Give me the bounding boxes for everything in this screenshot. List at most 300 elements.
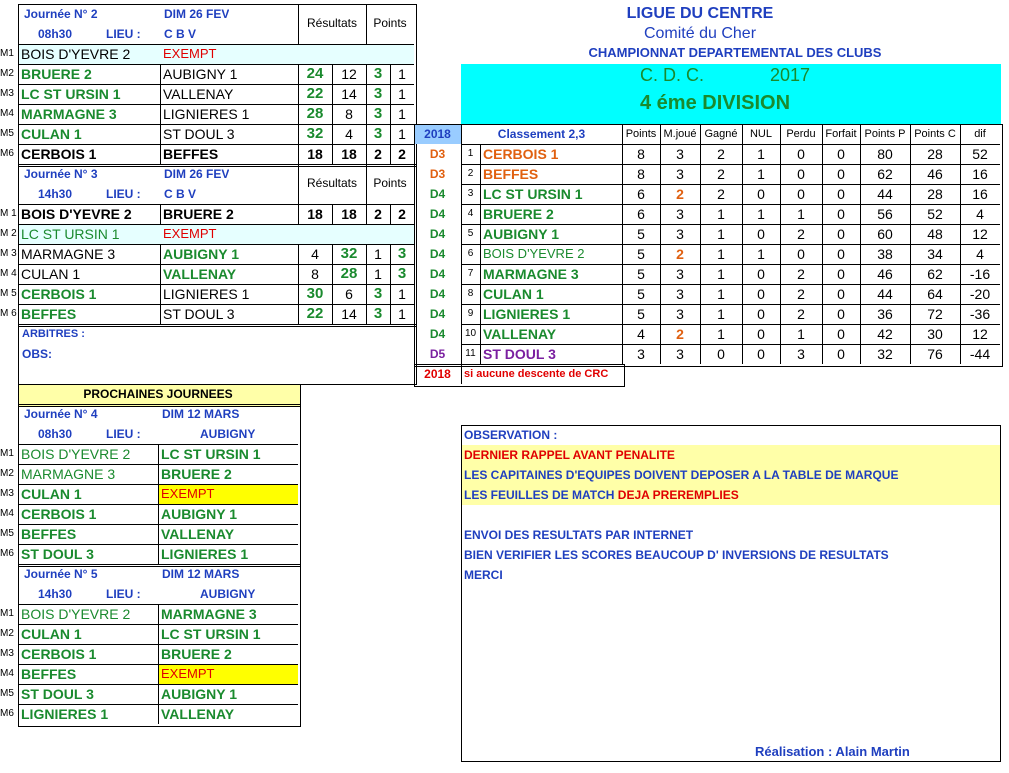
standings-value: 5 (637, 266, 645, 282)
standings-col-header: dif (974, 128, 986, 140)
team-home: CULAN 1 (21, 626, 82, 642)
standings-value: 0 (837, 346, 845, 362)
points-home: 2 (374, 206, 382, 222)
points-header: Points (373, 176, 407, 190)
standings-team: CERBOIS 1 (483, 146, 559, 162)
team-away: ST DOUL 3 (163, 126, 235, 142)
standings-col-header: M.joué (663, 128, 697, 140)
standings-value: 0 (757, 266, 765, 282)
journee-number: Journée N° 3 (24, 167, 98, 181)
rank: 1 (467, 148, 474, 159)
team-home: MARMAGNE 3 (21, 246, 116, 262)
team-away: VALLENAY (161, 706, 235, 722)
points-header: Points (373, 16, 407, 30)
points-home: 3 (373, 105, 383, 122)
division-tag: D5 (429, 347, 446, 361)
standings-value: 0 (757, 346, 765, 362)
team-away: AUBIGNY 1 (161, 686, 237, 702)
division-title: 4 éme DIVISION (640, 92, 791, 114)
standings-value: 52 (972, 146, 988, 162)
match-label: M6 (0, 708, 14, 719)
points-home: 3 (373, 85, 383, 102)
team-away: MARMAGNE 3 (161, 606, 257, 622)
standings-value: 0 (837, 146, 845, 162)
observation-line-1: DERNIER RAPPEL AVANT PENALITE (464, 448, 675, 462)
team-away: LIGNIERES 1 (163, 106, 250, 122)
rank: 7 (467, 268, 474, 279)
standings-value: 0 (757, 286, 765, 302)
standings-value: 0 (837, 206, 845, 222)
standings-value: 0 (837, 246, 845, 262)
standings-value: 0 (797, 246, 805, 262)
observation-line-2: LES CAPITAINES D'EQUIPES DOIVENT DEPOSER A LA TABLE DE MARQUE (464, 468, 899, 482)
match-label: M6 (0, 548, 14, 559)
points-home: 1 (374, 266, 382, 282)
division-tag: D4 (429, 227, 446, 241)
standings-value: 2 (797, 306, 805, 322)
division-tag: D3 (429, 167, 446, 181)
standings-value: 4 (976, 246, 984, 262)
credit: Réalisation : Alain Martin (755, 744, 910, 759)
rank: 9 (467, 308, 474, 319)
standings-value: 56 (877, 206, 893, 222)
standings-value: 2 (717, 146, 725, 162)
standings-value: 6 (637, 206, 645, 222)
team-home: LC ST URSIN 1 (21, 86, 121, 102)
team-home: MARMAGNE 3 (21, 106, 117, 122)
standings-value: 1 (757, 246, 765, 262)
standings-value: 16 (972, 166, 988, 182)
rank: 6 (467, 248, 474, 259)
rank: 3 (467, 188, 474, 199)
standings-value: 30 (927, 326, 943, 342)
points-home: 3 (373, 65, 383, 82)
team-home: ST DOUL 3 (21, 686, 94, 702)
score-home: 4 (311, 246, 319, 262)
obs-label: OBS: (22, 347, 52, 361)
standings-col-header: Points (625, 128, 657, 140)
standings-value: 1 (797, 326, 805, 342)
score-home: 18 (307, 146, 323, 162)
lieu-label: LIEU : (106, 587, 141, 601)
points-away: 2 (398, 206, 406, 222)
score-away: 8 (345, 106, 353, 122)
match-label: M1 (0, 48, 14, 59)
match-label: M 4 (0, 268, 17, 279)
division-tag: D4 (429, 307, 446, 321)
lieu-label: LIEU : (106, 27, 141, 41)
score-away: 4 (345, 126, 353, 142)
rank: 5 (467, 228, 474, 239)
standings-col-header: Perdu (786, 128, 816, 140)
standings-value: 2 (797, 226, 805, 242)
score-away: 14 (341, 86, 357, 102)
match-label: M5 (0, 528, 14, 539)
match-label: M4 (0, 108, 14, 119)
standings-value: 3 (676, 146, 684, 162)
score-away: 18 (341, 146, 357, 162)
team-away: LC ST URSIN 1 (161, 626, 261, 642)
standings-value: 1 (757, 206, 765, 222)
observation-line-6: MERCI (464, 568, 503, 582)
standings-value: 0 (837, 326, 845, 342)
standings-value: 1 (757, 166, 765, 182)
team-away: LIGNIERES 1 (161, 546, 249, 562)
standings-value: 0 (797, 146, 805, 162)
match-label: M 3 (0, 248, 17, 259)
standings-value: 5 (637, 226, 645, 242)
team-away: AUBIGNY 1 (163, 66, 238, 82)
match-label: M 1 (0, 208, 17, 219)
team-home: CERBOIS 1 (21, 646, 97, 662)
score-away: 12 (341, 66, 357, 82)
standings-value: 2 (676, 186, 684, 202)
standings-value: 0 (757, 226, 765, 242)
team-home: CERBOIS 1 (21, 506, 97, 522)
league-title: LIGUE DU CENTRE (626, 5, 774, 22)
standings-value: 80 (877, 146, 893, 162)
standings-value: 3 (676, 266, 684, 282)
match-label: M6 (0, 148, 14, 159)
standings-team: BOIS D'YEVRE 2 (483, 246, 585, 261)
team-away: BEFFES (163, 146, 219, 162)
match-label: M 2 (0, 228, 17, 239)
standings-value: 8 (637, 166, 645, 182)
standings-value: 1 (717, 326, 725, 342)
footer-note: si aucune descente de CRC (464, 368, 609, 380)
observation-line-4: ENVOI DES RESULTATS PAR INTERNET (464, 528, 694, 542)
match-label: M 5 (0, 288, 17, 299)
standings-team: BRUERE 2 (483, 206, 554, 222)
points-away: 3 (397, 245, 407, 262)
score-home: 24 (306, 65, 324, 82)
standings-value: 12 (972, 226, 988, 242)
standings-value: 16 (972, 186, 988, 202)
team-away: VALLENAY (163, 266, 237, 282)
standings-team: CULAN 1 (483, 286, 544, 302)
points-home: 2 (374, 146, 382, 162)
upcoming-title: PROCHAINES JOURNEES (83, 387, 233, 401)
journee-lieu: AUBIGNY (200, 587, 256, 601)
rank: 2 (467, 168, 474, 179)
points-home: 3 (373, 305, 383, 322)
match-label: M3 (0, 88, 14, 99)
journee-time: 14h30 (38, 187, 73, 201)
standings-value: 6 (637, 186, 645, 202)
standings-value: 44 (877, 186, 893, 202)
observation-line-5: BIEN VERIFIER LES SCORES BEAUCOUP D' INVERSIONS DE RESULTATS (464, 548, 889, 562)
team-home: CERBOIS 1 (21, 146, 97, 162)
standings-value: 2 (717, 166, 725, 182)
team-home: BOIS D'YEVRE 2 (21, 206, 132, 222)
standings-value: 72 (927, 306, 943, 322)
footer-year: 2018 (424, 367, 451, 381)
points-away: 1 (398, 106, 406, 122)
team-away: LIGNIERES 1 (163, 286, 250, 302)
match-label: M5 (0, 688, 14, 699)
standings-value: 3 (676, 306, 684, 322)
journee-lieu: C B V (164, 27, 197, 41)
resultats-header: Résultats (306, 16, 358, 30)
rank: 4 (467, 208, 474, 219)
observation-title: OBSERVATION : (464, 428, 558, 442)
team-home: BOIS D'YEVRE 2 (21, 606, 131, 622)
standings-value: 1 (717, 246, 725, 262)
standings-value: 28 (927, 146, 943, 162)
team-home: MARMAGNE 3 (21, 466, 116, 482)
points-home: 3 (373, 125, 383, 142)
score-home: 18 (307, 206, 323, 222)
score-away: 18 (341, 206, 357, 222)
points-away: 1 (398, 306, 406, 322)
standings-value: 1 (797, 206, 805, 222)
standings-value: 0 (757, 326, 765, 342)
cdc-label: C. D. C. (640, 65, 705, 85)
score-home: 22 (306, 85, 324, 102)
journee-date: DIM 26 FEV (164, 167, 230, 181)
standings-value: 44 (877, 286, 893, 302)
team-home: ST DOUL 3 (21, 546, 94, 562)
journee-date: DIM 12 MARS (162, 567, 240, 581)
team-home: CULAN 1 (21, 486, 82, 502)
standings-value: 0 (837, 166, 845, 182)
journee-time: 08h30 (38, 427, 73, 441)
standings-value: 0 (837, 226, 845, 242)
match-label: M 6 (0, 308, 17, 319)
score-away: 28 (340, 265, 358, 282)
team-home: CULAN 1 (21, 266, 81, 282)
score-home: 22 (306, 305, 324, 322)
standings-value: 46 (877, 266, 893, 282)
team-away: AUBIGNY 1 (161, 506, 237, 522)
journee-number: Journée N° 2 (24, 7, 98, 21)
score-home: 32 (306, 125, 324, 142)
journee-number: Journée N° 5 (24, 567, 98, 581)
standings-col-header: Forfait (825, 128, 857, 140)
score-away: 14 (341, 306, 357, 322)
team-away: EXEMPT (163, 46, 217, 61)
score-home: 8 (311, 266, 319, 282)
match-label: M5 (0, 128, 14, 139)
team-away: EXEMPT (161, 486, 215, 501)
match-label: M4 (0, 508, 14, 519)
standings-col-header: Points C (914, 128, 956, 140)
points-away: 1 (398, 66, 406, 82)
division-tag: D3 (429, 147, 446, 161)
match-label: M2 (0, 68, 14, 79)
division-tag: D4 (429, 267, 446, 281)
standings-value: -36 (969, 306, 991, 322)
standings-value: 3 (676, 346, 684, 362)
division-tag: D4 (429, 187, 446, 201)
journee-date: DIM 26 FEV (164, 7, 230, 21)
journee-time: 08h30 (38, 27, 73, 41)
team-away: BRUERE 2 (163, 206, 234, 222)
standings-value: 52 (927, 206, 943, 222)
standings-value: -44 (969, 346, 991, 362)
standings-col-header: Gagné (704, 128, 738, 140)
standings-value: 1 (717, 286, 725, 302)
standings-value: 1 (717, 206, 725, 222)
match-label: M1 (0, 448, 14, 459)
standings-value: 8 (637, 146, 645, 162)
observation-line-3a: LES FEUILLES DE MATCH (464, 488, 618, 502)
standings-team: LIGNIERES 1 (483, 306, 571, 322)
standings-value: 12 (972, 326, 988, 342)
standings-value: 0 (837, 286, 845, 302)
team-away: BRUERE 2 (161, 466, 232, 482)
observation-line-3b: DEJA PREREMPLIES (617, 488, 739, 502)
match-label: M4 (0, 668, 14, 679)
observation-line-3 (464, 488, 739, 502)
points-away: 1 (398, 126, 406, 142)
team-away: ST DOUL 3 (163, 306, 235, 322)
standings-value: 0 (797, 186, 805, 202)
points-away: 3 (397, 265, 407, 282)
team-away: LC ST URSIN 1 (161, 446, 261, 462)
match-label: M2 (0, 628, 14, 639)
standings-value: 3 (676, 166, 684, 182)
standings-value: 2 (717, 186, 725, 202)
match-label: M3 (0, 488, 14, 499)
standings-team: BEFFES (483, 166, 539, 182)
score-away: 32 (340, 245, 358, 262)
standings-value: 0 (837, 186, 845, 202)
standings-value: 36 (877, 306, 893, 322)
score-home: 30 (306, 285, 324, 302)
standings-value: 3 (797, 346, 805, 362)
team-home: BOIS D'YEVRE 2 (21, 446, 131, 462)
team-home: LC ST URSIN 1 (21, 226, 120, 242)
standings-value: 34 (927, 246, 943, 262)
journee-number: Journée N° 4 (24, 407, 98, 421)
team-away: EXEMPT (163, 226, 217, 241)
standings-value: 1 (757, 146, 765, 162)
team-home: BOIS D'YEVRE 2 (21, 46, 131, 62)
standings-value: 32 (877, 346, 893, 362)
match-label: M3 (0, 648, 14, 659)
points-away: 2 (398, 146, 406, 162)
match-label: M1 (0, 608, 14, 619)
rank: 8 (467, 288, 474, 299)
standings-value: 2 (797, 286, 805, 302)
standings-value: 64 (927, 286, 943, 302)
lieu-label: LIEU : (106, 187, 141, 201)
team-home: BEFFES (21, 306, 77, 322)
standings-value: 0 (717, 346, 725, 362)
standings-team: ST DOUL 3 (483, 346, 556, 362)
standings-value: 5 (637, 246, 645, 262)
division-tag: D4 (429, 327, 446, 341)
standings-value: 76 (927, 346, 943, 362)
standings-value: 1 (717, 226, 725, 242)
arbitres-label: ARBITRES : (22, 328, 85, 340)
team-home: BEFFES (21, 526, 77, 542)
standings-value: 4 (637, 326, 645, 342)
standings-value: 0 (837, 266, 845, 282)
standings-value: 2 (676, 246, 684, 262)
standings-value: 1 (717, 306, 725, 322)
division-tag: D4 (429, 247, 446, 261)
team-home: CERBOIS 1 (21, 286, 97, 302)
standings-value: 62 (927, 266, 943, 282)
standings-value: 62 (877, 166, 893, 182)
standings-title: Classement 2,3 (497, 127, 586, 141)
journee-lieu: AUBIGNY (200, 427, 256, 441)
standings-team: VALLENAY (483, 326, 557, 342)
standings-col-header: NUL (749, 128, 772, 140)
standings-value: 46 (927, 166, 943, 182)
points-away: 1 (398, 286, 406, 302)
standings-col-header: Points P (864, 128, 906, 140)
journee-date: DIM 12 MARS (162, 407, 240, 421)
division-tag: D4 (429, 287, 446, 301)
lieu-label: LIEU : (106, 427, 141, 441)
standings-team: LC ST URSIN 1 (483, 186, 583, 202)
team-home: CULAN 1 (21, 126, 82, 142)
standings-value: 3 (637, 346, 645, 362)
journee-time: 14h30 (38, 587, 73, 601)
match-label: M2 (0, 468, 14, 479)
standings-value: 28 (927, 186, 943, 202)
journee-lieu: C B V (164, 187, 197, 201)
season-year: 2017 (770, 65, 811, 85)
team-home: BRUERE 2 (21, 66, 92, 82)
team-home: LIGNIERES 1 (21, 706, 109, 722)
team-away: EXEMPT (161, 666, 215, 681)
points-home: 1 (374, 246, 382, 262)
standings-value: 60 (877, 226, 893, 242)
standings-value: -20 (969, 286, 991, 302)
standings-value: 5 (637, 286, 645, 302)
standings-value: 1 (717, 266, 725, 282)
team-away: VALLENAY (161, 526, 235, 542)
team-away: AUBIGNY 1 (163, 246, 239, 262)
team-away: VALLENAY (163, 86, 234, 102)
standings-team: AUBIGNY 1 (483, 226, 559, 242)
standings-value: 0 (757, 186, 765, 202)
rank: 10 (464, 328, 477, 339)
standings-value: 3 (676, 286, 684, 302)
score-home: 28 (306, 105, 324, 122)
resultats-header: Résultats (306, 176, 358, 190)
committee-title: Comité du Cher (643, 25, 757, 42)
standings-value: 5 (637, 306, 645, 322)
standings-year: 2018 (424, 127, 451, 141)
standings-value: 48 (927, 226, 943, 242)
standings-value: 3 (676, 206, 684, 222)
score-away: 6 (345, 286, 353, 302)
standings-value: 2 (676, 326, 684, 342)
points-home: 3 (373, 285, 383, 302)
team-home: BEFFES (21, 666, 77, 682)
standings-value: 2 (797, 266, 805, 282)
team-away: BRUERE 2 (161, 646, 232, 662)
standings-value: 38 (877, 246, 893, 262)
rank: 11 (465, 348, 476, 359)
standings-value: 0 (757, 306, 765, 322)
standings-value: 0 (797, 166, 805, 182)
points-away: 1 (398, 86, 406, 102)
championship-title: CHAMPIONNAT DEPARTEMENTAL DES CLUBS (588, 45, 882, 60)
standings-value: 4 (976, 206, 984, 222)
standings-value: 42 (877, 326, 893, 342)
division-tag: D4 (429, 207, 446, 221)
standings-value: 0 (837, 306, 845, 322)
standings-value: 3 (676, 226, 684, 242)
standings-value: -16 (969, 266, 991, 282)
standings-team: MARMAGNE 3 (483, 266, 579, 282)
